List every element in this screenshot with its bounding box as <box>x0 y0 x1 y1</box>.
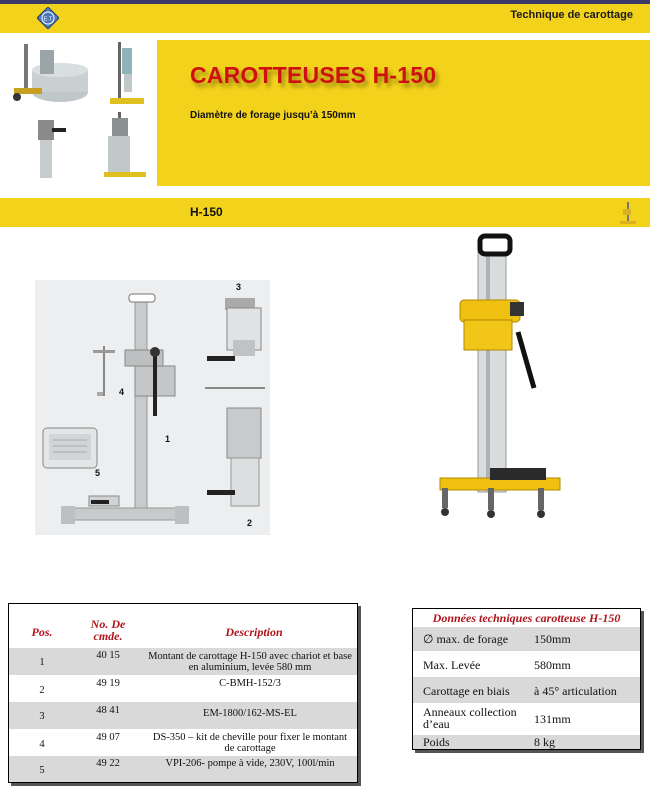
specs-table-title: Données techniques carotteuse H-150 <box>413 609 640 627</box>
header-description: Description <box>225 625 283 639</box>
callout-1: 1 <box>165 434 171 444</box>
header-code: No. De cmde. <box>90 617 126 643</box>
svg-text:E.T: E.T <box>43 16 53 23</box>
page-title: CAROTTEUSES H-150 <box>190 62 437 88</box>
company-logo <box>37 7 59 29</box>
table-row: 2 49 19 C-BMH-152/3 <box>9 675 357 702</box>
drill-stand-icon <box>618 201 638 225</box>
parts-diagram <box>35 280 270 535</box>
table-row: 3 48 41 EM-1800/162-MS-EL <box>9 702 357 729</box>
callout-5: 5 <box>95 468 101 478</box>
callout-2: 2 <box>247 518 253 528</box>
parts-table-header <box>9 604 357 648</box>
model-bar <box>0 198 650 227</box>
table-row: Anneaux collection d’eau 131mm <box>413 703 640 735</box>
model-label: H-150 <box>190 205 223 219</box>
section-label: Technique de carottage <box>510 9 633 21</box>
product-thumbnails <box>0 40 156 186</box>
table-row: Carottage en biais à 45° articulation <box>413 677 640 703</box>
page-subtitle: Diamètre de forage jusqu’à 150mm <box>190 110 356 121</box>
header-pos: Pos. <box>31 625 53 639</box>
table-row: ∅ max. de forage 150mm <box>413 627 640 651</box>
top-bar-line <box>0 0 650 4</box>
callout-4: 4 <box>119 387 125 397</box>
table-row: 1 40 15 Montant de carottage H-150 avec chariot et base en aluminium, levée 580 mm <box>9 648 357 675</box>
table-row: 5 49 22 VPI-206- pompe à vide, 230V, 100l/min <box>9 756 357 782</box>
specs-table <box>412 608 641 750</box>
table-row: Poids 8 kg <box>413 735 640 749</box>
callout-3: 3 <box>236 282 242 292</box>
table-row: 4 49 07 DS-350 – kit de cheville pour fixer le montant de carottage <box>9 729 357 756</box>
drill-stand-photo <box>430 232 570 532</box>
thumbnail-drills-image <box>0 40 156 186</box>
table-row: Max. Levée 580mm <box>413 651 640 677</box>
parts-table <box>8 603 358 783</box>
